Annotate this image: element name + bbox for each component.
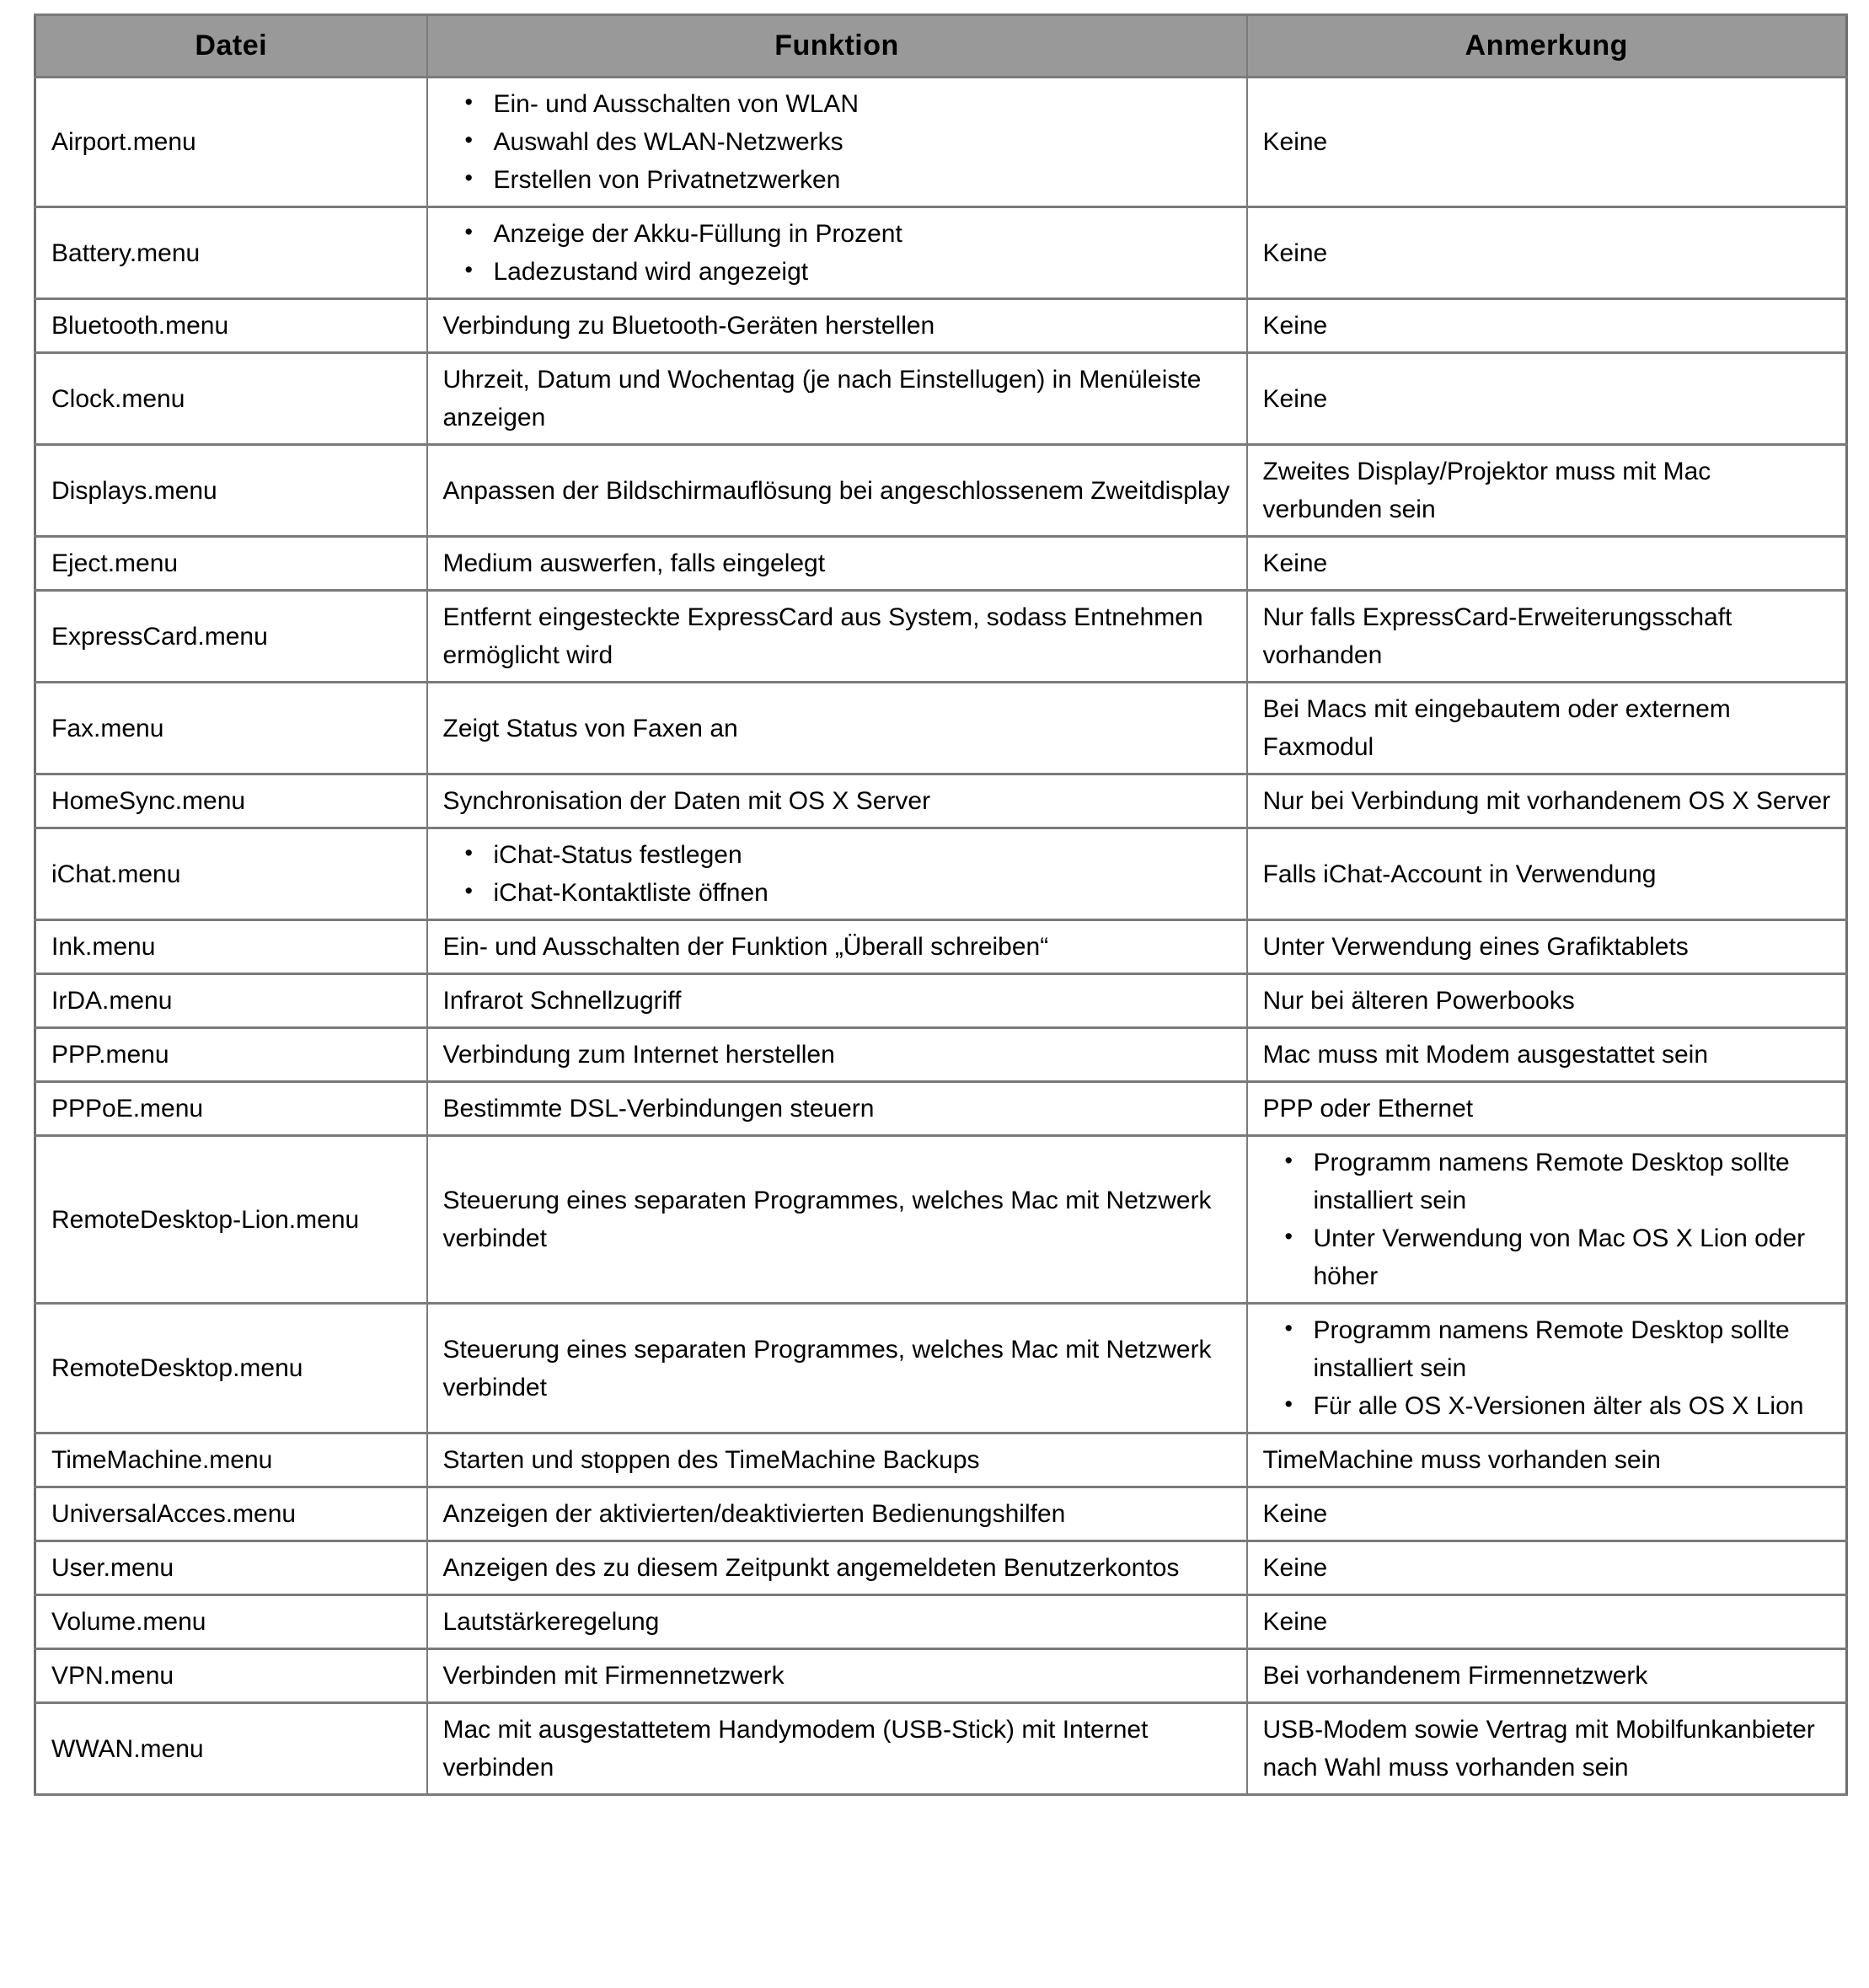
- datei-cell: VPN.menu: [35, 1649, 427, 1703]
- menu-extras-table: [34, 13, 1848, 1796]
- anmerkung-cell: Unter Verwendung eines Grafiktablets: [1247, 920, 1847, 974]
- table-row: [35, 353, 1847, 445]
- datei-cell: Fax.menu: [35, 683, 427, 774]
- datei-cell: PPP.menu: [35, 1028, 427, 1082]
- header-row: [35, 15, 1847, 78]
- anmerkung-cell: Bei vorhandenem Firmennetzwerk: [1247, 1649, 1847, 1703]
- anmerkung-cell: Keine: [1247, 78, 1847, 207]
- funktion-cell: Zeigt Status von Faxen an: [427, 683, 1247, 774]
- anmerkung-cell: Keine: [1247, 1541, 1847, 1595]
- anmerkung-cell: Keine: [1247, 353, 1847, 445]
- table-row: [35, 1304, 1847, 1433]
- table-body: [35, 78, 1847, 1795]
- table-row: [35, 1541, 1847, 1595]
- funktion-cell: Verbinden mit Firmennetzwerk: [427, 1649, 1247, 1703]
- datei-cell: Displays.menu: [35, 445, 427, 537]
- table-row: [35, 1703, 1847, 1795]
- funktion-cell: Verbindung zum Internet herstellen: [427, 1028, 1247, 1082]
- funktion-cell: [427, 78, 1247, 207]
- funktion-cell: Mac mit ausgestattetem Handymodem (USB-Stick) mit Internet verbinden: [427, 1703, 1247, 1795]
- funktion-cell: Ein- und Ausschalten der Funktion „Überall schreiben“: [427, 920, 1247, 974]
- datei-cell: WWAN.menu: [35, 1703, 427, 1795]
- bullet-item: • iChat-Kontaktliste öffnen: [465, 874, 1234, 912]
- datei-cell: User.menu: [35, 1541, 427, 1595]
- anmerkung-cell: Keine: [1247, 299, 1847, 353]
- anmerkung-cell: [1247, 1136, 1847, 1304]
- bullet-item: • Unter Verwendung von Mac OS X Lion oder höher: [1285, 1219, 1834, 1295]
- funktion-cell: Starten und stoppen des TimeMachine Backups: [427, 1433, 1247, 1487]
- datei-cell: Ink.menu: [35, 920, 427, 974]
- datei-cell: ExpressCard.menu: [35, 591, 427, 683]
- table-row: [35, 299, 1847, 353]
- bullet-item: • Ein- und Ausschalten von WLAN: [465, 85, 1234, 123]
- table-row: [35, 1487, 1847, 1541]
- funktion-cell: Uhrzeit, Datum und Wochentag (je nach Einstellugen) in Menüleiste anzeigen: [427, 353, 1247, 445]
- bullet-list: [443, 215, 1234, 291]
- datei-cell: Volume.menu: [35, 1595, 427, 1649]
- funktion-cell: Anzeigen der aktivierten/deaktivierten Bedienungshilfen: [427, 1487, 1247, 1541]
- table-row: [35, 207, 1847, 299]
- bullet-item: • Programm namens Remote Desktop sollte installiert sein: [1285, 1144, 1834, 1219]
- funktion-cell: [427, 828, 1247, 920]
- table-row: [35, 1136, 1847, 1304]
- table-row: [35, 1433, 1847, 1487]
- anmerkung-cell: Nur bei Verbindung mit vorhandenem OS X Server: [1247, 774, 1847, 828]
- bullet-item: • Auswahl des WLAN-Netzwerks: [465, 123, 1234, 161]
- datei-cell: HomeSync.menu: [35, 774, 427, 828]
- funktion-cell: Verbindung zu Bluetooth-Geräten herstellen: [427, 299, 1247, 353]
- datei-cell: Battery.menu: [35, 207, 427, 299]
- table-row: [35, 1649, 1847, 1703]
- bullet-item: • Ladezustand wird angezeigt: [465, 253, 1234, 291]
- funktion-cell: Steuerung eines separaten Programmes, welches Mac mit Netzwerk verbindet: [427, 1136, 1247, 1304]
- datei-cell: iChat.menu: [35, 828, 427, 920]
- table-row: [35, 537, 1847, 591]
- datei-cell: PPPoE.menu: [35, 1082, 427, 1136]
- bullet-item: • Programm namens Remote Desktop sollte installiert sein: [1285, 1311, 1834, 1387]
- anmerkung-cell: USB-Modem sowie Vertrag mit Mobilfunkanbieter nach Wahl muss vorhanden sein: [1247, 1703, 1847, 1795]
- datei-cell: Clock.menu: [35, 353, 427, 445]
- datei-cell: TimeMachine.menu: [35, 1433, 427, 1487]
- datei-cell: RemoteDesktop.menu: [35, 1304, 427, 1433]
- funktion-cell: Lautstärkeregelung: [427, 1595, 1247, 1649]
- anmerkung-cell: Falls iChat-Account in Verwendung: [1247, 828, 1847, 920]
- anmerkung-cell: [1247, 1304, 1847, 1433]
- bullet-item: • iChat-Status festlegen: [465, 836, 1234, 874]
- table-row: [35, 1082, 1847, 1136]
- table-row: [35, 78, 1847, 207]
- bullet-list: [443, 85, 1234, 199]
- bullet-item: • Für alle OS X-Versionen älter als OS X Lion: [1285, 1387, 1834, 1425]
- funktion-cell: Entfernt eingesteckte ExpressCard aus System, sodass Entnehmen ermöglicht wird: [427, 591, 1247, 683]
- funktion-cell: [427, 207, 1247, 299]
- header-datei: Datei: [35, 15, 427, 78]
- anmerkung-cell: Bei Macs mit eingebautem oder externem Faxmodul: [1247, 683, 1847, 774]
- table-row: [35, 1595, 1847, 1649]
- datei-cell: Airport.menu: [35, 78, 427, 207]
- table-row: [35, 445, 1847, 537]
- funktion-cell: Steuerung eines separaten Programmes, welches Mac mit Netzwerk verbindet: [427, 1304, 1247, 1433]
- anmerkung-cell: Keine: [1247, 1487, 1847, 1541]
- datei-cell: Bluetooth.menu: [35, 299, 427, 353]
- anmerkung-cell: TimeMachine muss vorhanden sein: [1247, 1433, 1847, 1487]
- table-row: [35, 591, 1847, 683]
- bullet-list: [1263, 1311, 1834, 1425]
- table-row: [35, 774, 1847, 828]
- header-funktion: Funktion: [427, 15, 1247, 78]
- datei-cell: Eject.menu: [35, 537, 427, 591]
- datei-cell: RemoteDesktop-Lion.menu: [35, 1136, 427, 1304]
- anmerkung-cell: Mac muss mit Modem ausgestattet sein: [1247, 1028, 1847, 1082]
- funktion-cell: Anzeigen des zu diesem Zeitpunkt angemeldeten Benutzerkontos: [427, 1541, 1247, 1595]
- header-anmerkung: Anmerkung: [1247, 15, 1847, 78]
- anmerkung-cell: PPP oder Ethernet: [1247, 1082, 1847, 1136]
- funktion-cell: Synchronisation der Daten mit OS X Server: [427, 774, 1247, 828]
- datei-cell: UniversalAcces.menu: [35, 1487, 427, 1541]
- bullet-item: • Anzeige der Akku-Füllung in Prozent: [465, 215, 1234, 253]
- funktion-cell: Anpassen der Bildschirmauflösung bei angeschlossenem Zweitdisplay: [427, 445, 1247, 537]
- funktion-cell: Bestimmte DSL-Verbindungen steuern: [427, 1082, 1247, 1136]
- anmerkung-cell: Nur bei älteren Powerbooks: [1247, 974, 1847, 1028]
- funktion-cell: Medium auswerfen, falls eingelegt: [427, 537, 1247, 591]
- anmerkung-cell: Keine: [1247, 207, 1847, 299]
- table-row: [35, 683, 1847, 774]
- bullet-list: [443, 836, 1234, 912]
- anmerkung-cell: Keine: [1247, 1595, 1847, 1649]
- bullet-item: • Erstellen von Privatnetzwerken: [465, 161, 1234, 199]
- table-row: [35, 974, 1847, 1028]
- table-row: [35, 1028, 1847, 1082]
- table-row: [35, 920, 1847, 974]
- anmerkung-cell: Zweites Display/Projektor muss mit Mac verbunden sein: [1247, 445, 1847, 537]
- bullet-list: [1263, 1144, 1834, 1295]
- datei-cell: IrDA.menu: [35, 974, 427, 1028]
- anmerkung-cell: Nur falls ExpressCard-Erweiterungsschaft vorhanden: [1247, 591, 1847, 683]
- funktion-cell: Infrarot Schnellzugriff: [427, 974, 1247, 1028]
- anmerkung-cell: Keine: [1247, 537, 1847, 591]
- table-row: [35, 828, 1847, 920]
